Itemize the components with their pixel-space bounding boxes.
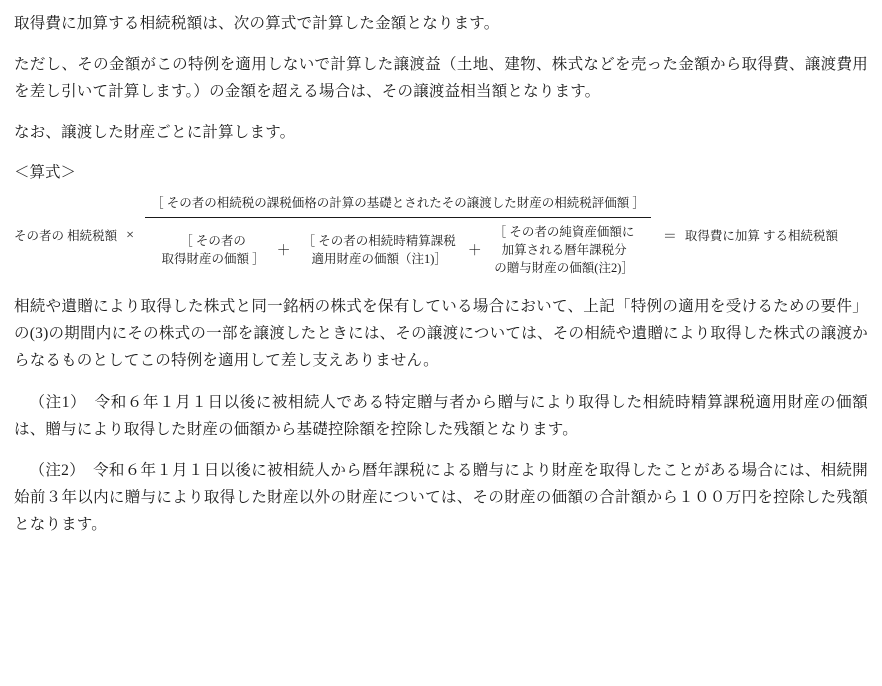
note-1: （注1） 令和６年１月１日以後に被相続人である特定贈与者から贈与により取得した相続時精算課税適用財産の価額は、贈与により取得した財産の価額から基礎控除額を控除した残額となります。 — [14, 393, 868, 438]
paragraph-intro: 取得費に加算する相続税額は、次の算式で計算した金額となります。 — [14, 15, 500, 32]
note-2: （注2） 令和６年１月１日以後に被相続人から暦年課税による贈与により財産を取得したことがある場合には、相続開始前３年以内に贈与により取得した財産以外の財産については、その財産の価額の合計額から１００万円を控除した残額となります。 — [14, 461, 868, 534]
formula-left-term — [14, 227, 117, 246]
formula-denominator-term-1-line2: 取得財産の価額 ］ — [161, 251, 265, 266]
formula-denominator-term-2-line2: 適用財産の価額（注1)］ — [311, 251, 447, 266]
formula-left-term-line1: その者の — [14, 228, 65, 243]
formula-numerator: ［ その者の相続税の課税価格の計算の基礎とされたその譲渡した財産の相続税評価額 ］ — [151, 196, 645, 211]
formula-multiply-sign: × — [126, 228, 135, 244]
formula-heading: ＜算式＞ — [14, 163, 77, 181]
formula-denominator-plus-1: ＋ — [276, 243, 291, 259]
formula-result-line2: する相続税額 — [762, 229, 838, 244]
formula-denominator — [145, 218, 651, 277]
formula-denominator-term-2 — [299, 232, 460, 268]
paragraph-per-asset: なお、譲渡した財産ごとに計算します。 — [14, 124, 296, 142]
formula-denominator-term-3-line1: ［ その者の純資産価額に — [493, 224, 635, 239]
formula-left-term-line2: 相続税額 — [67, 228, 118, 243]
formula-denominator-term-1 — [157, 232, 268, 268]
formula-denominator-plus-2: ＋ — [467, 243, 482, 259]
formula-result — [685, 227, 838, 245]
paragraph-exception: ただし、その金額がこの特例を適用しないで計算した譲渡益（土地、建物、株式などを売った金額から取得費、譲渡費用を差し引いて計算します。）の金額を超える場合は、その譲渡益相当額となります。 — [14, 56, 868, 101]
tax-formula — [0, 195, 882, 277]
formula-denominator-term-3-line2: 加算される暦年課税分 — [501, 242, 627, 257]
formula-fraction — [145, 195, 651, 277]
formula-equals-sign: ＝ — [662, 230, 677, 246]
formula-denominator-term-2-line1: ［ その者の相続時精算課税 — [302, 233, 456, 248]
formula-denominator-term-3-line3: の贈与財産の価額(注2)］ — [494, 261, 634, 276]
formula-result-line1: 取得費に加算 — [684, 229, 760, 244]
formula-denominator-term-1-line1: ［ その者の — [180, 233, 246, 248]
formula-denominator-term-3 — [490, 223, 639, 277]
paragraph-same-stock: 相続や遺贈により取得した株式と同一銘柄の株式を保有している場合において、上記「特例の適用を受けるための要件」の(3)の期間内にその株式の一部を譲渡したときには、その譲渡については、その相続や遺贈により取得した株式の譲渡からなるものとしてこの特例を適用して差し支えありません。 — [14, 298, 868, 370]
